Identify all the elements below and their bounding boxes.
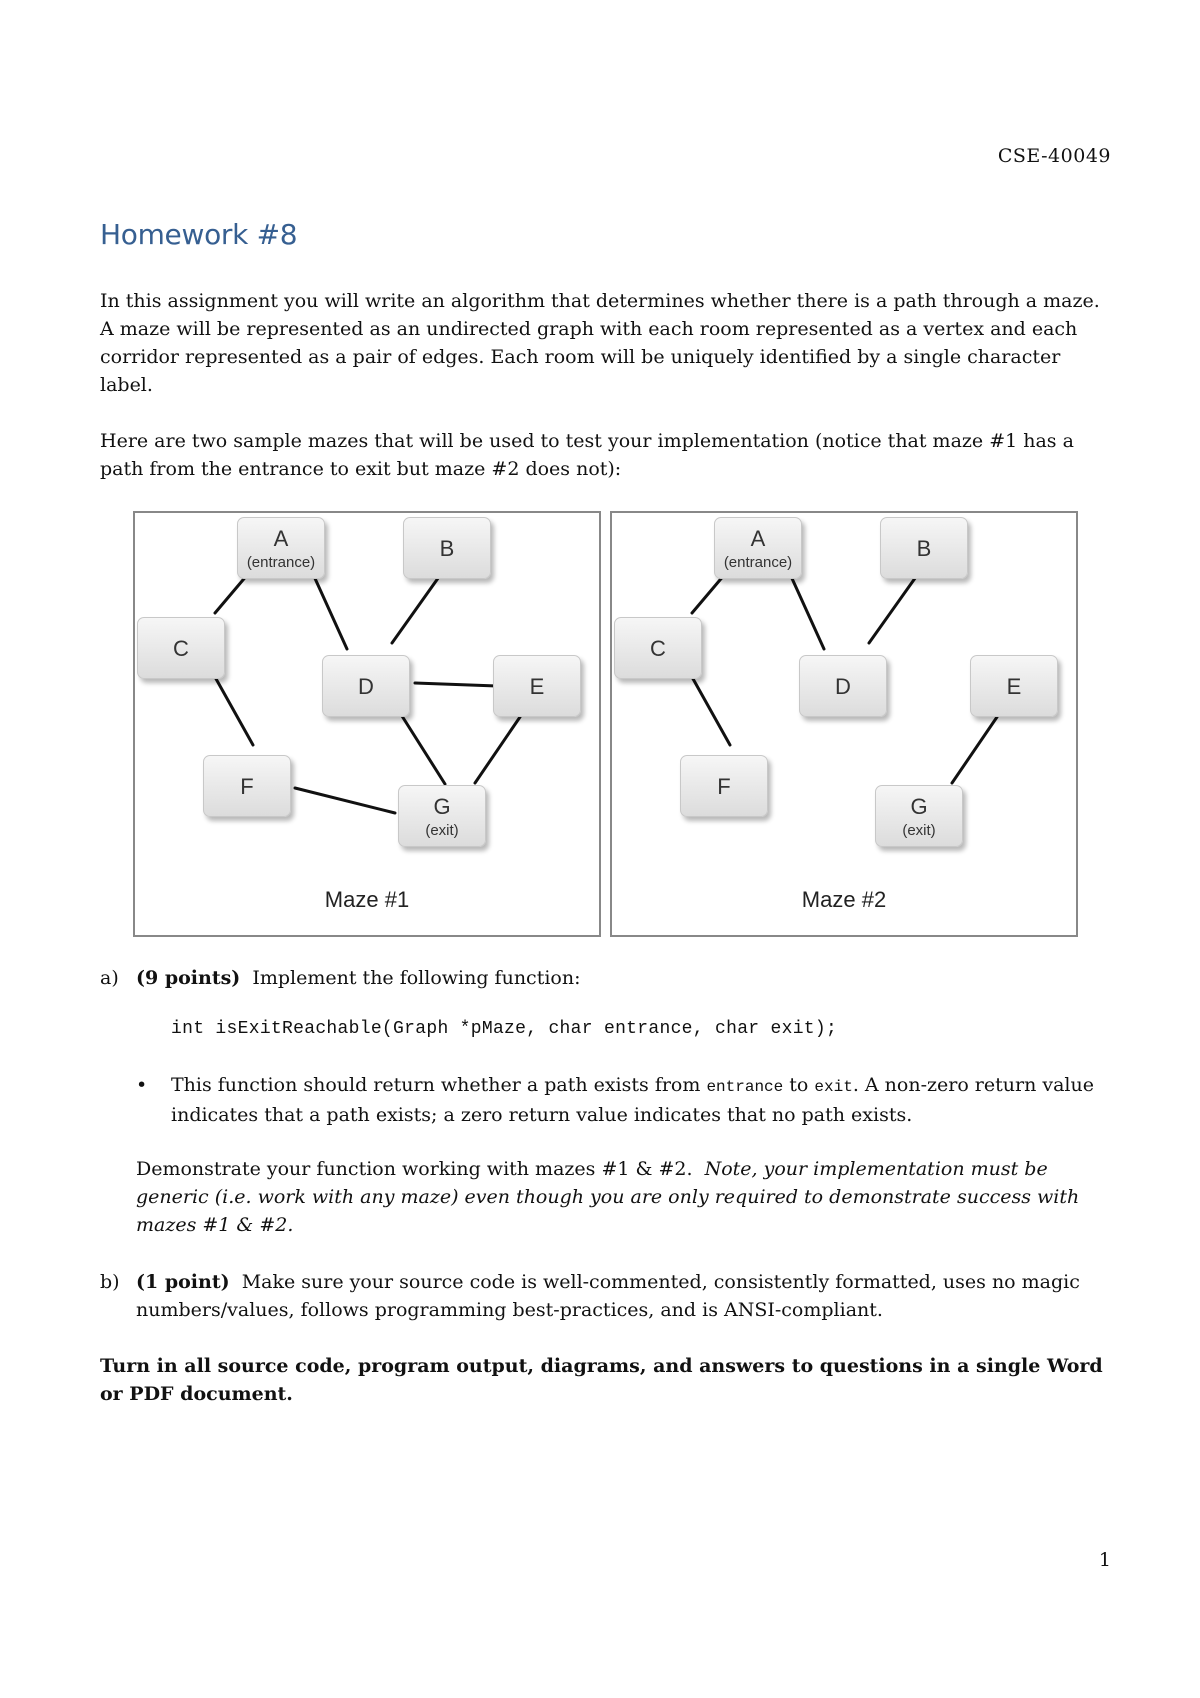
edge-d-e	[415, 683, 497, 686]
edge-a-c	[215, 574, 248, 613]
edge-a-d	[313, 574, 347, 649]
bullet-text-pre: This function should return whether a path exists from	[171, 1074, 707, 1096]
part-a-points: (9 points)	[136, 967, 241, 989]
function-signature: int isExitReachable(Graph *pMaze, char entrance, char exit);	[171, 1019, 838, 1039]
node-e: E	[970, 655, 1058, 717]
part-b-marker: b)	[100, 1271, 120, 1293]
bullet-text-post: . A non-zero return value indicates that a path exists; a zero return value indicates that no path exists.	[171, 1074, 1094, 1126]
edge-e-g	[952, 717, 997, 783]
maze-2-edges	[612, 513, 1076, 935]
node-g: G (exit)	[398, 785, 486, 847]
bullet-text-mid: to	[783, 1074, 815, 1096]
edge-c-f	[215, 677, 253, 745]
maze-figure	[133, 511, 1082, 937]
node-a: A (entrance)	[237, 517, 325, 579]
node-d: D	[799, 655, 887, 717]
node-f: F	[203, 755, 291, 817]
node-c: C	[614, 617, 702, 679]
edge-b-d	[869, 574, 918, 643]
bullet-icon: •	[136, 1074, 148, 1096]
edge-b-d	[392, 574, 441, 643]
node-g: G (exit)	[875, 785, 963, 847]
maze-2-caption: Maze #2	[801, 887, 887, 912]
part-b-points: (1 point)	[136, 1271, 230, 1293]
maze-1-edges	[135, 513, 599, 935]
course-code: CSE-40049	[997, 145, 1111, 167]
demo-text: Demonstrate your function working with mazes #1 & #2.	[136, 1158, 693, 1180]
demo-paragraph	[136, 1155, 1106, 1239]
node-c: C	[137, 617, 225, 679]
samples-paragraph: Here are two sample mazes that will be used to test your implementation (notice that maze #1 has a path from the entrance to exit but maze #2 does not):	[100, 430, 1074, 480]
node-d: D	[322, 655, 410, 717]
node-f: F	[680, 755, 768, 817]
bullet-code-entrance: entrance	[706, 1078, 784, 1096]
edge-d-g	[402, 716, 445, 784]
maze-1-caption: Maze #1	[324, 887, 410, 912]
maze-2-panel	[610, 511, 1078, 937]
edge-e-g	[475, 717, 520, 783]
intro-paragraph: In this assignment you will write an algorithm that determines whether there is a path through a maze. A maze will be represented as an undirected graph with each room represented as a vertex and each corridor represented as a pair of edges. Each room will be uniquely identified by a single character label.	[100, 290, 1100, 396]
part-a	[100, 964, 1120, 992]
page-number: 1	[1098, 1549, 1111, 1571]
edge-a-c	[692, 574, 725, 613]
page-title: Homework #8	[100, 218, 298, 251]
edge-f-g	[295, 788, 395, 813]
edge-c-f	[692, 677, 730, 745]
edge-a-d	[790, 574, 824, 649]
part-a-bullet	[136, 1071, 1116, 1129]
part-b-text: Make sure your source code is well-commented, consistently formatted, uses no magic numbers/values, follows programming best-practices, and is ANSI-compliant.	[136, 1271, 1080, 1321]
bullet-code-exit: exit	[814, 1078, 853, 1096]
part-b	[100, 1268, 1120, 1324]
maze-1-panel	[133, 511, 601, 937]
part-a-text: Implement the following function:	[252, 967, 581, 989]
node-a: A (entrance)	[714, 517, 802, 579]
node-b: B	[403, 517, 491, 579]
node-b: B	[880, 517, 968, 579]
turn-in-instructions: Turn in all source code, program output, diagrams, and answers to questions in a single Word or PDF document.	[100, 1355, 1103, 1405]
part-a-marker: a)	[100, 967, 119, 989]
node-e: E	[493, 655, 581, 717]
demo-note: Note, your implementation must be generic (i.e. work with any maze) even though you are only required to demonstrate success with mazes #1 & #2.	[136, 1158, 1080, 1236]
